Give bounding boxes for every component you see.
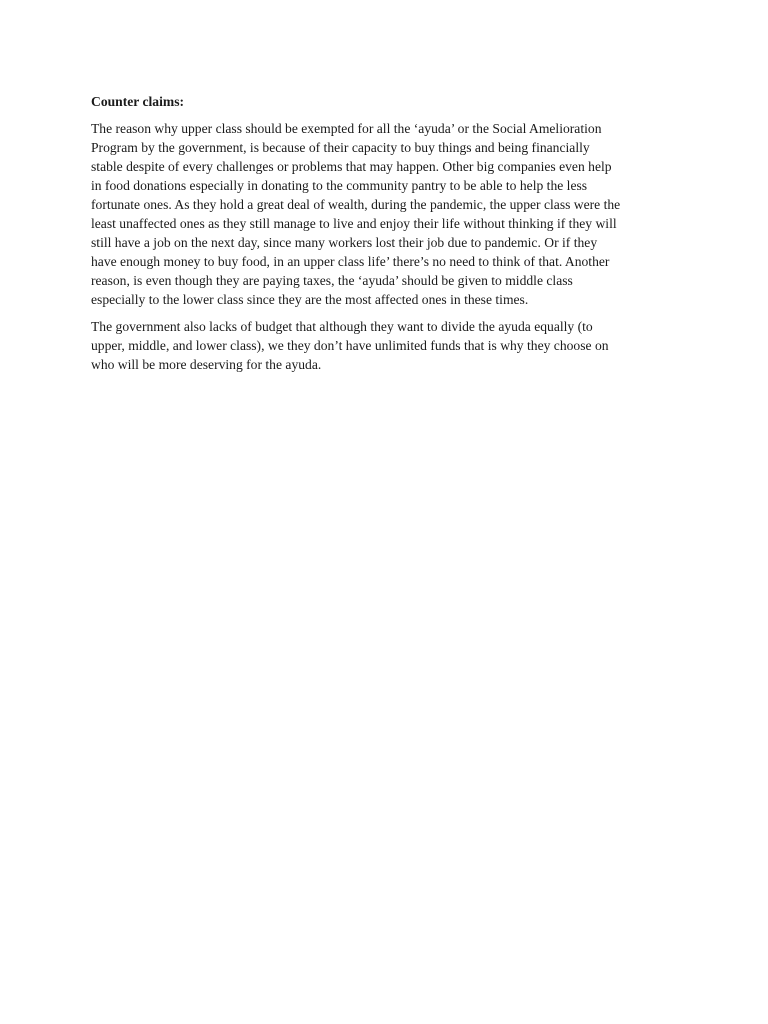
- paragraph-line: The reason why upper class should be exempted for all the ‘ayuda’ or the Social Amelioration: [91, 121, 602, 136]
- document-page: [91, 92, 689, 382]
- paragraph-line: stable despite of every challenges or problems that may happen. Other big companies even help: [91, 159, 612, 174]
- paragraph-2: [91, 317, 689, 374]
- paragraph-1: [91, 119, 689, 309]
- paragraph-line: fortunate ones. As they hold a great deal of wealth, during the pandemic, the upper class were the: [91, 197, 621, 212]
- paragraph-line: in food donations especially in donating to the community pantry to be able to help the less: [91, 178, 588, 193]
- paragraph-line: least unaffected ones as they still manage to live and enjoy their life without thinking if they will: [91, 216, 617, 231]
- section-heading: Counter claims:: [91, 94, 185, 109]
- paragraph-line: Program by the government, is because of their capacity to buy things and being financially: [91, 140, 590, 155]
- paragraph-line: reason, is even though they are paying taxes, the ‘ayuda’ should be given to middle class: [91, 273, 573, 288]
- paragraph-line: especially to the lower class since they are the most affected ones in these times.: [91, 292, 529, 307]
- paragraph-line: upper, middle, and lower class), we they don’t have unlimited funds that is why they choose on: [91, 338, 609, 353]
- paragraph-line: still have a job on the next day, since many workers lost their job due to pandemic. Or if they: [91, 235, 598, 250]
- paragraph-line: have enough money to buy food, in an upper class life’ there’s no need to think of that. Another: [91, 254, 610, 269]
- paragraph-line: who will be more deserving for the ayuda.: [91, 357, 322, 372]
- paragraph-line: The government also lacks of budget that although they want to divide the ayuda equally (to: [91, 319, 593, 334]
